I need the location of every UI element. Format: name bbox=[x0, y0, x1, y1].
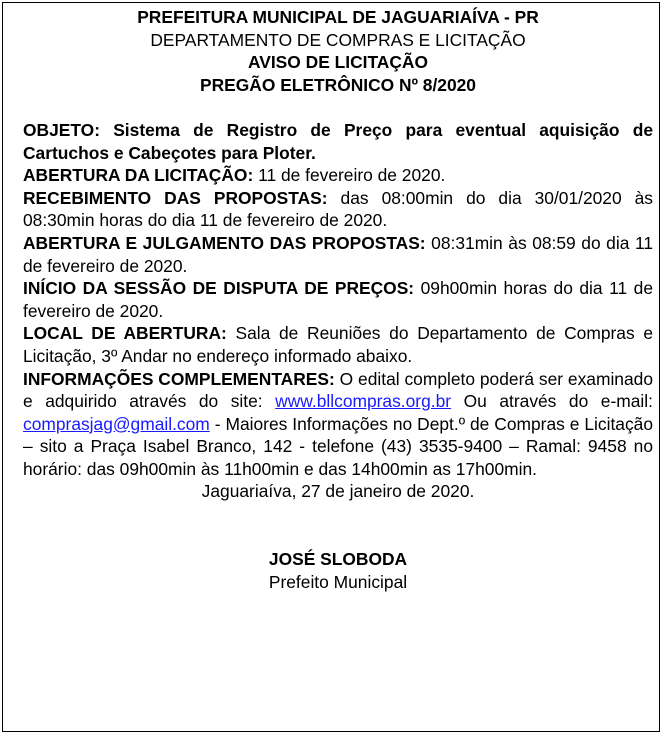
auction-number: PREGÃO ELETRÔNICO Nº 8/2020 bbox=[200, 74, 476, 95]
notice-content bbox=[23, 6, 653, 593]
info-label: INFORMAÇÕES COMPLEMENTARES: bbox=[23, 368, 335, 389]
notice-title: AVISO DE LICITAÇÃO bbox=[247, 52, 429, 73]
opening-label: ABERTURA DA LICITAÇÃO: bbox=[23, 165, 254, 186]
receipt-paragraph bbox=[23, 187, 653, 232]
department-title: DEPARTAMENTO DE COMPRAS E LICITAÇÃO bbox=[150, 29, 526, 50]
signatory-name: JOSÉ SLOBODA bbox=[268, 549, 408, 570]
receipt-label: RECEBIMENTO DAS PROPOSTAS: bbox=[23, 187, 328, 208]
info-paragraph bbox=[23, 368, 653, 481]
opening-paragraph bbox=[23, 164, 653, 187]
info-text-3: - Maiores Informações no Dept.º de Compras e Licitação – sito a Praça Isabel Branco, 142 - telefone (43) 3535-9400 – Ramal: 9458 no horário: das 09h00min às 11h00min e das 14h00min as 17h00min. bbox=[23, 413, 653, 479]
opening-text: 11 de fevereiro de 2020. bbox=[253, 165, 446, 186]
judgment-label: ABERTURA E JULGAMENTO DAS PROPOSTAS: bbox=[23, 232, 426, 253]
info-text-1: O edital completo poderá ser examinado e adquirido através do site: bbox=[23, 368, 653, 412]
location-text: Sala de Reuniões do Departamento de Compras e Licitação, 3º Andar no endereço informado abaixo. bbox=[23, 323, 653, 366]
session-start-text: 09h00min horas do dia 11 de fevereiro de 2020. bbox=[23, 278, 654, 321]
municipality-title: PREFEITURA MUNICIPAL DE JAGUARIAÍVA - PR bbox=[137, 7, 539, 27]
object-paragraph: OBJETO: Sistema de Registro de Preço para eventual aquisição de Cartuchos e Cabeçotes para Ploter. bbox=[23, 119, 653, 163]
session-start-label: INÍCIO DA SESSÃO DE DISPUTA DE PREÇOS: bbox=[23, 278, 415, 299]
spacer bbox=[23, 503, 653, 548]
spacer bbox=[23, 96, 653, 119]
session-start-paragraph bbox=[23, 277, 653, 322]
place-date: Jaguariaíva, 27 de janeiro de 2020. bbox=[201, 481, 475, 502]
info-text-2: Ou através do e-mail: bbox=[451, 391, 653, 412]
email-link[interactable]: comprasjag@gmail.com bbox=[23, 413, 210, 434]
signatory-title: Prefeito Municipal bbox=[268, 571, 408, 592]
website-link[interactable]: www.bllcompras.org.br bbox=[275, 391, 452, 412]
location-paragraph bbox=[23, 322, 653, 367]
judgment-paragraph bbox=[23, 232, 653, 277]
receipt-text: das 08:00min do dia 30/01/2020 às 08:30min horas do dia 11 de fevereiro de 2020. bbox=[23, 187, 653, 231]
location-label: LOCAL DE ABERTURA: bbox=[23, 323, 227, 344]
judgment-text: 08:31min às 08:59 do dia 11 de fevereiro de 2020. bbox=[23, 232, 653, 276]
